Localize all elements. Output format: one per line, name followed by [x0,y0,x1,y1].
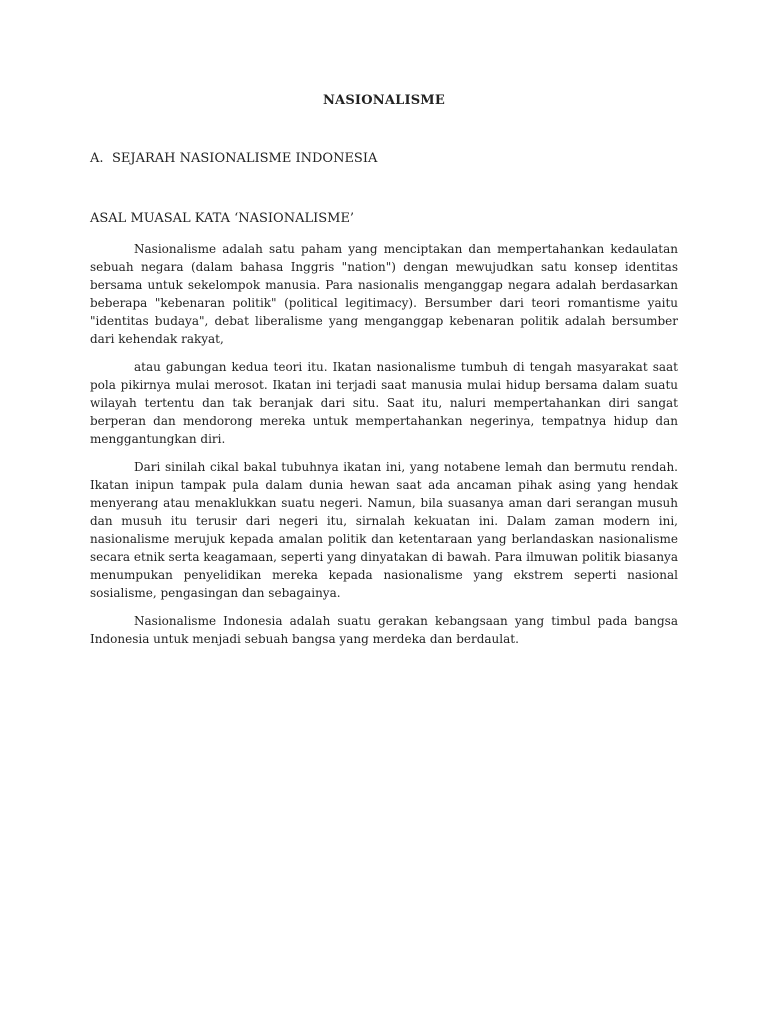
paragraph: atau gabungan kedua teori itu. Ikatan nasionalisme tumbuh di tengah masyarakat saat pola pikirnya mulai merosot. Ikatan ini terjadi saat manusia mulai hidup bersama dalam suatu wilayah tertentu dan tak beranjak dari situ. Saat itu, naluri mempertahankan diri sangat berperan dan mendorong mereka untuk mempertahankan negerinya, tempatnya hidup dan menggantungkan diri. [90,360,678,446]
paragraph: Nasionalisme Indonesia adalah suatu gerakan kebangsaan yang timbul pada bangsa Indonesia untuk menjadi sebuah bangsa yang merdeka dan berdaulat. [90,614,678,646]
section-heading-text: SEJARAH NASIONALISME INDONESIA [112,151,378,166]
document-title: NASIONALISME [322,93,446,108]
section-heading [90,151,377,166]
section-marker: A. [90,151,104,166]
document-page [90,0,678,1024]
body-text [90,240,678,658]
sub-heading: ASAL MUASAL KATA ‘NASIONALISME’ [90,211,355,226]
paragraph: Dari sinilah cikal bakal tubuhnya ikatan ini, yang notabene lemah dan bermutu rendah. Ikatan inipun tampak pula dalam dunia hewan saat ada ancaman pihak asing yang hendak menyerang atau menaklukkan suatu negeri. Namun, bila suasanya aman dari serangan musuh dan musuh itu terusir dari negeri itu, sirnalah kekuatan ini. Dalam zaman modern ini, nasionalisme merujuk kepada amalan politik dan ketentaraan yang berlandaskan nasionalisme secara etnik serta keagamaan, seperti yang dinyatakan di bawah. Para ilmuwan politik biasanya menumpukan penyelidikan mereka kepada nasionalisme yang ekstrem seperti nasional sosialisme, pengasingan dan sebagainya. [90,460,678,600]
paragraph: Nasionalisme adalah satu paham yang menciptakan dan mempertahankan kedaulatan sebuah negara (dalam bahasa Inggris "nation") dengan mewujudkan satu konsep identitas bersama untuk sekelompok manusia. Para nasionalis menganggap negara adalah berdasarkan beberapa "kebenaran politik" (political legitimacy). Bersumber dari teori romantisme yaitu "identitas budaya", debat liberalisme yang menganggap kebenaran politik adalah bersumber dari kehendak rakyat, [90,242,678,346]
